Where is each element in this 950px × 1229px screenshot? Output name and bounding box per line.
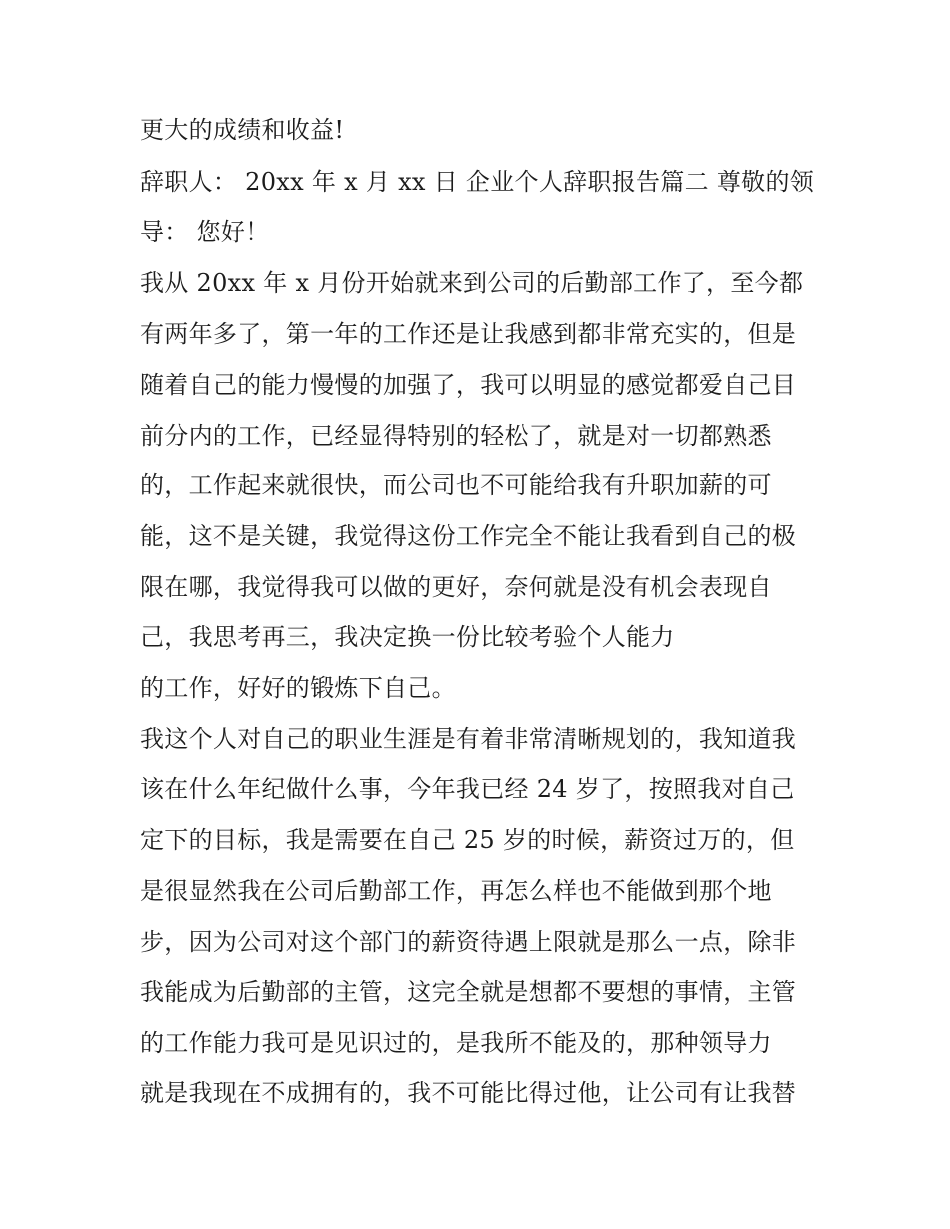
text-line: 该在什么年纪做什么事，今年我已经 24 岁了，按照我对自己 xyxy=(140,775,795,803)
text-line: 更大的成绩和收益! xyxy=(140,116,345,144)
text-line: 辞职人： 20xx 年 x 月 xx 日 企业个人辞职报告篇二 尊敬的领 xyxy=(140,168,815,196)
text-line: 随着自己的能力慢慢的加强了，我可以明显的感觉都爱自己目 xyxy=(140,371,797,399)
text-line: 我这个人对自己的职业生涯是有着非常清晰规划的，我知道我 xyxy=(140,725,797,753)
text-line: 限在哪，我觉得我可以做的更好，奈何就是没有机会表现自 xyxy=(140,573,772,601)
text-line: 能，这不是关键，我觉得这份工作完全不能让我看到自己的极 xyxy=(140,522,797,550)
text-line: 导： 您好！ xyxy=(140,218,270,246)
text-line: 我能成为后勤部的主管，这完全就是想都不要想的事情，主管 xyxy=(140,978,797,1006)
text-line: 的工作能力我可是见识过的，是我所不能及的，那种领导力 xyxy=(140,1029,772,1057)
text-line: 的，工作起来就很快，而公司也不可能给我有升职加薪的可 xyxy=(140,471,772,499)
text-line: 是很显然我在公司后勤部工作，再怎么样也不能做到那个地 xyxy=(140,877,772,905)
text-line: 我从 20xx 年 x 月份开始就来到公司的后勤部工作了，至今都 xyxy=(140,269,804,297)
text-line: 定下的目标，我是需要在自己 25 岁的时候，薪资过万的，但 xyxy=(140,826,795,854)
text-line: 的工作，好好的锻炼下自己。 xyxy=(140,674,456,702)
text-line: 前分内的工作，已经显得特别的轻松了，就是对一切都熟悉 xyxy=(140,422,772,450)
text-line: 己，我思考再三，我决定换一份比较考验个人能力 xyxy=(140,623,675,651)
text-line: 有两年多了，第一年的工作还是让我感到都非常充实的，但是 xyxy=(140,320,797,348)
text-line: 步，因为公司对这个部门的薪资待遇上限就是那么一点，除非 xyxy=(140,928,797,956)
text-line: 就是我现在不成拥有的，我不可能比得过他，让公司有让我替 xyxy=(140,1079,797,1107)
